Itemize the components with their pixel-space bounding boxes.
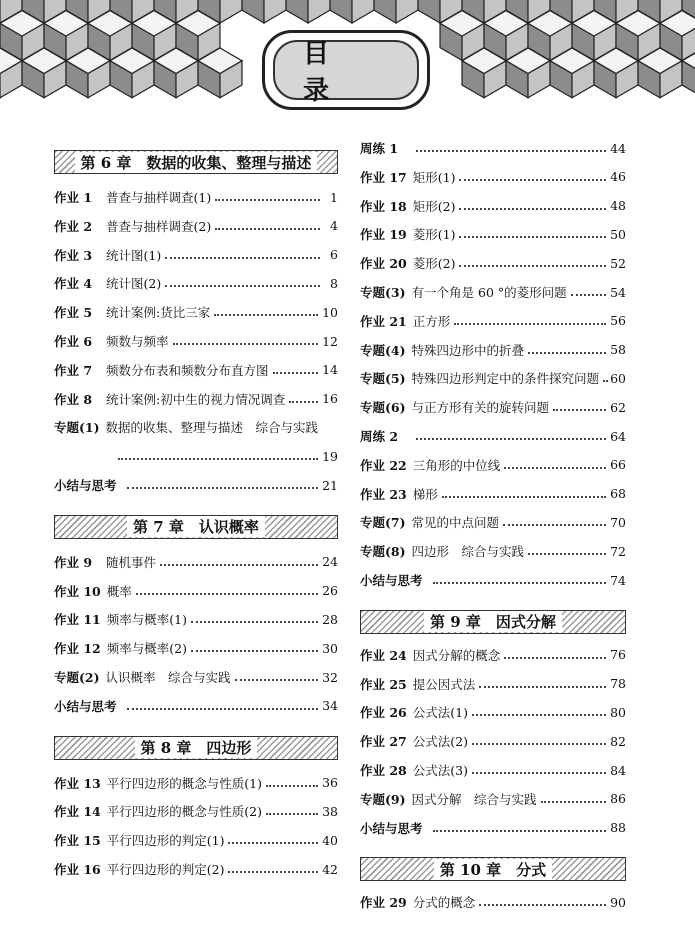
entry-label: 作业 23: [360, 486, 407, 502]
entry-title: 平行四边形的概念与性质(2): [106, 804, 262, 820]
page-number: 86: [610, 791, 626, 807]
chapter-heading: [360, 857, 626, 881]
entry-title: 平行四边形的概念与性质(1): [106, 775, 262, 791]
toc-entry[interactable]: [360, 571, 626, 589]
toc-entry[interactable]: [54, 831, 338, 849]
toc-entry[interactable]: [54, 697, 338, 715]
chapter-heading: [54, 515, 338, 539]
entry-label: 作业 6: [54, 334, 93, 349]
entry-title: 随机事件: [106, 554, 157, 570]
entry-label: 作业 15: [54, 833, 101, 849]
page-number: 60: [610, 370, 626, 386]
page-number: 12: [322, 333, 338, 349]
entry-label: 作业 28: [360, 763, 407, 778]
toc-entry[interactable]: [360, 542, 626, 560]
entry-label: 专题(3): [360, 285, 406, 300]
leader-dots: [136, 593, 318, 595]
entry-label: 作业 7: [54, 362, 93, 378]
entry-title: 特殊四边形中的折叠: [411, 342, 525, 358]
entry-label: 作业 26: [360, 705, 407, 721]
toc-entry[interactable]: [360, 893, 626, 911]
entry-title: 矩形(2): [412, 198, 456, 214]
chapter-heading: [54, 736, 338, 760]
page-number: 4: [330, 218, 338, 234]
leader-dots: [454, 323, 606, 325]
entry-label: 作业 19: [360, 227, 407, 243]
leader-dots: [571, 294, 606, 296]
toc-entry[interactable]: [54, 476, 338, 494]
leader-dots: [127, 708, 319, 710]
entry-label: 周练 2: [360, 429, 399, 444]
entry-label: 小结与思考: [360, 820, 423, 836]
leader-dots: [541, 801, 607, 803]
toc-entry[interactable]: [360, 456, 626, 474]
page-number: 66: [610, 457, 626, 473]
leader-dots: [433, 830, 607, 832]
toc-entry[interactable]: [54, 774, 338, 792]
entry-title: 平行四边形的判定(2): [106, 862, 225, 877]
entry-label: 专题(9): [360, 791, 406, 807]
toc-entry[interactable]: [360, 485, 626, 503]
toc-entry[interactable]: [360, 790, 626, 808]
entry-label: 专题(2): [54, 670, 100, 685]
page-number: 34: [322, 698, 338, 714]
leader-dots: [266, 785, 318, 787]
leader-dots: [215, 199, 320, 201]
entry-label: 作业 22: [360, 457, 407, 473]
entry-label: 作业 24: [360, 647, 407, 663]
page-number: 80: [610, 704, 626, 720]
entry-label: 小结与思考: [54, 698, 117, 714]
page-number: 64: [610, 428, 626, 444]
toc-entry[interactable]: [360, 398, 626, 416]
entry-label: 作业 3: [54, 247, 93, 263]
entry-label: 作业 9: [54, 554, 93, 570]
leader-dots: [160, 564, 318, 566]
leader-dots: [442, 496, 606, 498]
entry-title: 正方形: [412, 313, 451, 329]
entry-label: 小结与思考: [54, 478, 117, 493]
page-number: 19: [322, 448, 338, 464]
chapter-heading: [54, 150, 338, 174]
toc-entry[interactable]: [360, 703, 626, 721]
entry-label: 专题(5): [360, 371, 406, 387]
page-number: 32: [322, 669, 338, 685]
leader-dots: [228, 871, 318, 873]
entry-title: 频率与概率(1): [106, 612, 187, 628]
entry-label: 作业 20: [360, 256, 407, 272]
entry-label: 作业 25: [360, 676, 407, 692]
entry-title: 特殊四边形判定中的条件探究问题: [411, 371, 600, 387]
entry-title: 频数分布表和频数分布直方图: [106, 362, 269, 378]
entry-label: 作业 10: [54, 583, 101, 599]
entry-label: 作业 14: [54, 804, 101, 820]
entry-title: 平行四边形的判定(1): [106, 833, 225, 849]
entry-label: 作业 11: [54, 612, 101, 628]
toc-entry[interactable]: [360, 513, 626, 531]
leader-dots: [289, 401, 318, 403]
entry-title: 因式分解的概念: [412, 647, 501, 663]
toc-entry[interactable]: [360, 341, 626, 359]
leader-dots: [479, 904, 606, 906]
entry-title: 矩形(1): [412, 169, 456, 185]
chapter-title: 第 9 章 因式分解: [424, 611, 562, 632]
leader-dots: [504, 467, 606, 469]
toc-title-badge: [262, 30, 430, 110]
entry-title: 四边形 综合与实践: [411, 544, 525, 560]
entry-label: 作业 29: [360, 895, 407, 911]
leader-dots: [472, 714, 606, 716]
entry-title: 提公因式法: [412, 676, 476, 692]
toc-entry[interactable]: [54, 553, 338, 571]
entry-label: 作业 12: [54, 641, 101, 657]
toc-entry[interactable]: [54, 418, 338, 436]
toc-entry[interactable]: [54, 860, 338, 878]
page-number: 52: [610, 255, 626, 271]
toc-entry[interactable]: [360, 369, 626, 387]
toc-entry[interactable]: [360, 254, 626, 272]
leader-dots: [191, 650, 318, 652]
page-number: 74: [610, 572, 626, 588]
entry-label: 小结与思考: [360, 573, 423, 588]
chapter-title: 第 6 章 数据的收集、整理与描述: [75, 152, 318, 173]
leader-dots: [214, 314, 318, 316]
leader-dots: [416, 438, 606, 440]
entry-label: 作业 16: [54, 862, 101, 877]
toc-entry[interactable]: [54, 274, 338, 292]
page-number: 76: [610, 647, 626, 663]
leader-dots: [191, 621, 318, 623]
page-number: 8: [330, 275, 338, 291]
page-number: 30: [322, 640, 338, 656]
entry-title: 有一个角是 60 °的菱形问题: [411, 285, 567, 300]
leader-dots: [472, 772, 606, 774]
toc-entry[interactable]: [360, 312, 626, 330]
page-number: 46: [610, 169, 626, 185]
entry-title: 与正方形有关的旋转问题: [411, 400, 550, 416]
toc-entry[interactable]: [54, 582, 338, 600]
entry-title: 频数与频率: [106, 334, 169, 349]
entry-title: 统计图(2): [106, 276, 162, 292]
leader-dots: [173, 343, 319, 345]
page-title: 目 录: [273, 40, 419, 100]
page-number: 70: [610, 514, 626, 530]
toc-entry[interactable]: [54, 390, 338, 408]
page-number: 82: [610, 733, 626, 749]
entry-title: 三角形的中位线: [412, 457, 501, 473]
page-number: 62: [610, 399, 626, 415]
page-number: 88: [610, 820, 626, 836]
entry-label: 作业 17: [360, 169, 407, 185]
page-number: 36: [322, 775, 338, 791]
entry-title: 公式法(2): [412, 734, 468, 750]
toc-entry[interactable]: [360, 197, 626, 215]
toc-entry[interactable]: [54, 361, 338, 379]
page-number: 1: [330, 189, 338, 205]
leader-dots: [459, 265, 606, 267]
toc-entry[interactable]: [54, 217, 338, 235]
entry-label: 作业 1: [54, 190, 93, 205]
page-number: 10: [322, 304, 338, 320]
entry-title: 普查与抽样调查(2): [106, 218, 212, 234]
toc-entry[interactable]: [360, 732, 626, 750]
toc-entry[interactable]: [360, 675, 626, 693]
entry-label: 作业 2: [54, 218, 93, 234]
page-number: 56: [610, 313, 626, 329]
page-number: 50: [610, 226, 626, 242]
entry-label: 作业 27: [360, 734, 407, 750]
leader-dots: [528, 352, 606, 354]
toc-entry[interactable]: [360, 819, 626, 837]
leader-dots: [528, 553, 606, 555]
toc-entry[interactable]: [54, 188, 338, 206]
entry-title: 公式法(1): [412, 705, 468, 721]
entry-title: 普查与抽样调查(1): [106, 190, 212, 205]
entry-title: 常见的中点问题: [411, 515, 500, 531]
page-number: 84: [610, 762, 626, 778]
page-number: 72: [610, 543, 626, 559]
toc-entry[interactable]: [54, 610, 338, 628]
page-number: 14: [322, 362, 338, 378]
leader-dots: [127, 487, 319, 489]
toc-entry[interactable]: [360, 225, 626, 243]
entry-label: 作业 5: [54, 305, 93, 321]
entry-title: 统计案例:货比三家: [106, 305, 211, 321]
toc-entry[interactable]: [54, 332, 338, 350]
toc-entry[interactable]: [54, 303, 338, 321]
toc-entry[interactable]: [360, 139, 626, 157]
entry-label: 专题(6): [360, 400, 406, 416]
toc-entry[interactable]: [360, 646, 626, 664]
entry-title: 分式的概念: [412, 895, 476, 911]
entry-label: 专题(1): [54, 420, 100, 436]
page-number: 21: [322, 477, 338, 493]
entry-label: 专题(8): [360, 544, 406, 560]
leader-dots: [118, 458, 318, 460]
leader-dots: [433, 582, 607, 584]
leader-dots: [416, 150, 606, 152]
leader-dots: [266, 813, 318, 815]
page-number: 38: [322, 803, 338, 819]
leader-dots: [459, 236, 606, 238]
leader-dots: [459, 208, 606, 210]
entry-label: 作业 8: [54, 391, 93, 407]
entry-title: 因式分解 综合与实践: [411, 791, 537, 807]
entry-title: 认识概率 综合与实践: [105, 670, 231, 685]
entry-title: 统计图(1): [106, 247, 162, 263]
entry-label: 周练 1: [360, 141, 399, 156]
page-number: 44: [610, 140, 626, 156]
entry-label: 专题(7): [360, 515, 406, 531]
leader-dots: [472, 743, 606, 745]
entry-label: 专题(4): [360, 342, 406, 358]
toc-entry[interactable]: [360, 427, 626, 445]
leader-dots: [479, 686, 606, 688]
page-number: 42: [322, 861, 338, 877]
entry-title: 梯形: [412, 486, 438, 502]
page-number: 58: [610, 342, 626, 358]
leader-dots: [504, 657, 606, 659]
entry-label: 作业 4: [54, 276, 93, 292]
page-number: 54: [610, 284, 626, 300]
leader-dots: [228, 842, 318, 844]
leader-dots: [215, 228, 320, 230]
toc-entry[interactable]: [360, 283, 626, 301]
toc-entry[interactable]: [54, 639, 338, 657]
entry-title: 频率与概率(2): [106, 641, 187, 657]
leader-dots: [273, 372, 319, 374]
page-number: 28: [322, 611, 338, 627]
entry-label: 作业 18: [360, 198, 407, 214]
entry-title: 菱形(1): [412, 227, 456, 243]
toc-entry[interactable]: [54, 447, 338, 465]
chapter-title: 第 8 章 四边形: [135, 737, 258, 758]
leader-dots: [503, 524, 606, 526]
entry-label: 作业 21: [360, 313, 407, 329]
page-number: 26: [322, 583, 338, 599]
chapter-title: 第 10 章 分式: [434, 859, 552, 880]
leader-dots: [553, 409, 606, 411]
entry-title: 菱形(2): [412, 256, 456, 272]
page-number: 90: [610, 894, 626, 910]
entry-title: 概率: [106, 583, 132, 599]
page-number: 40: [322, 832, 338, 848]
page-number: 24: [322, 554, 338, 570]
page-number: 78: [610, 676, 626, 692]
toc-entry[interactable]: [54, 802, 338, 820]
page-number: 68: [610, 486, 626, 502]
toc-entry[interactable]: [54, 668, 338, 686]
toc-entry[interactable]: [54, 246, 338, 264]
leader-dots: [235, 679, 319, 681]
toc-entry[interactable]: [360, 761, 626, 779]
leader-dots: [165, 285, 320, 287]
page-number: 6: [330, 247, 338, 263]
page-number: 48: [610, 198, 626, 214]
leader-dots: [459, 179, 606, 181]
chapter-title: 第 7 章 认识概率: [127, 516, 265, 537]
entry-title: 统计案例:初中生的视力情况调查: [106, 391, 286, 407]
page-number: 16: [322, 391, 338, 407]
toc-entry[interactable]: [360, 168, 626, 186]
entry-title: 数据的收集、整理与描述 综合与实践: [105, 420, 319, 436]
chapter-heading: [360, 610, 626, 634]
leader-dots: [165, 257, 320, 259]
entry-label: 作业 13: [54, 775, 101, 791]
entry-title: 公式法(3): [412, 763, 468, 778]
leader-dots: [603, 380, 606, 382]
